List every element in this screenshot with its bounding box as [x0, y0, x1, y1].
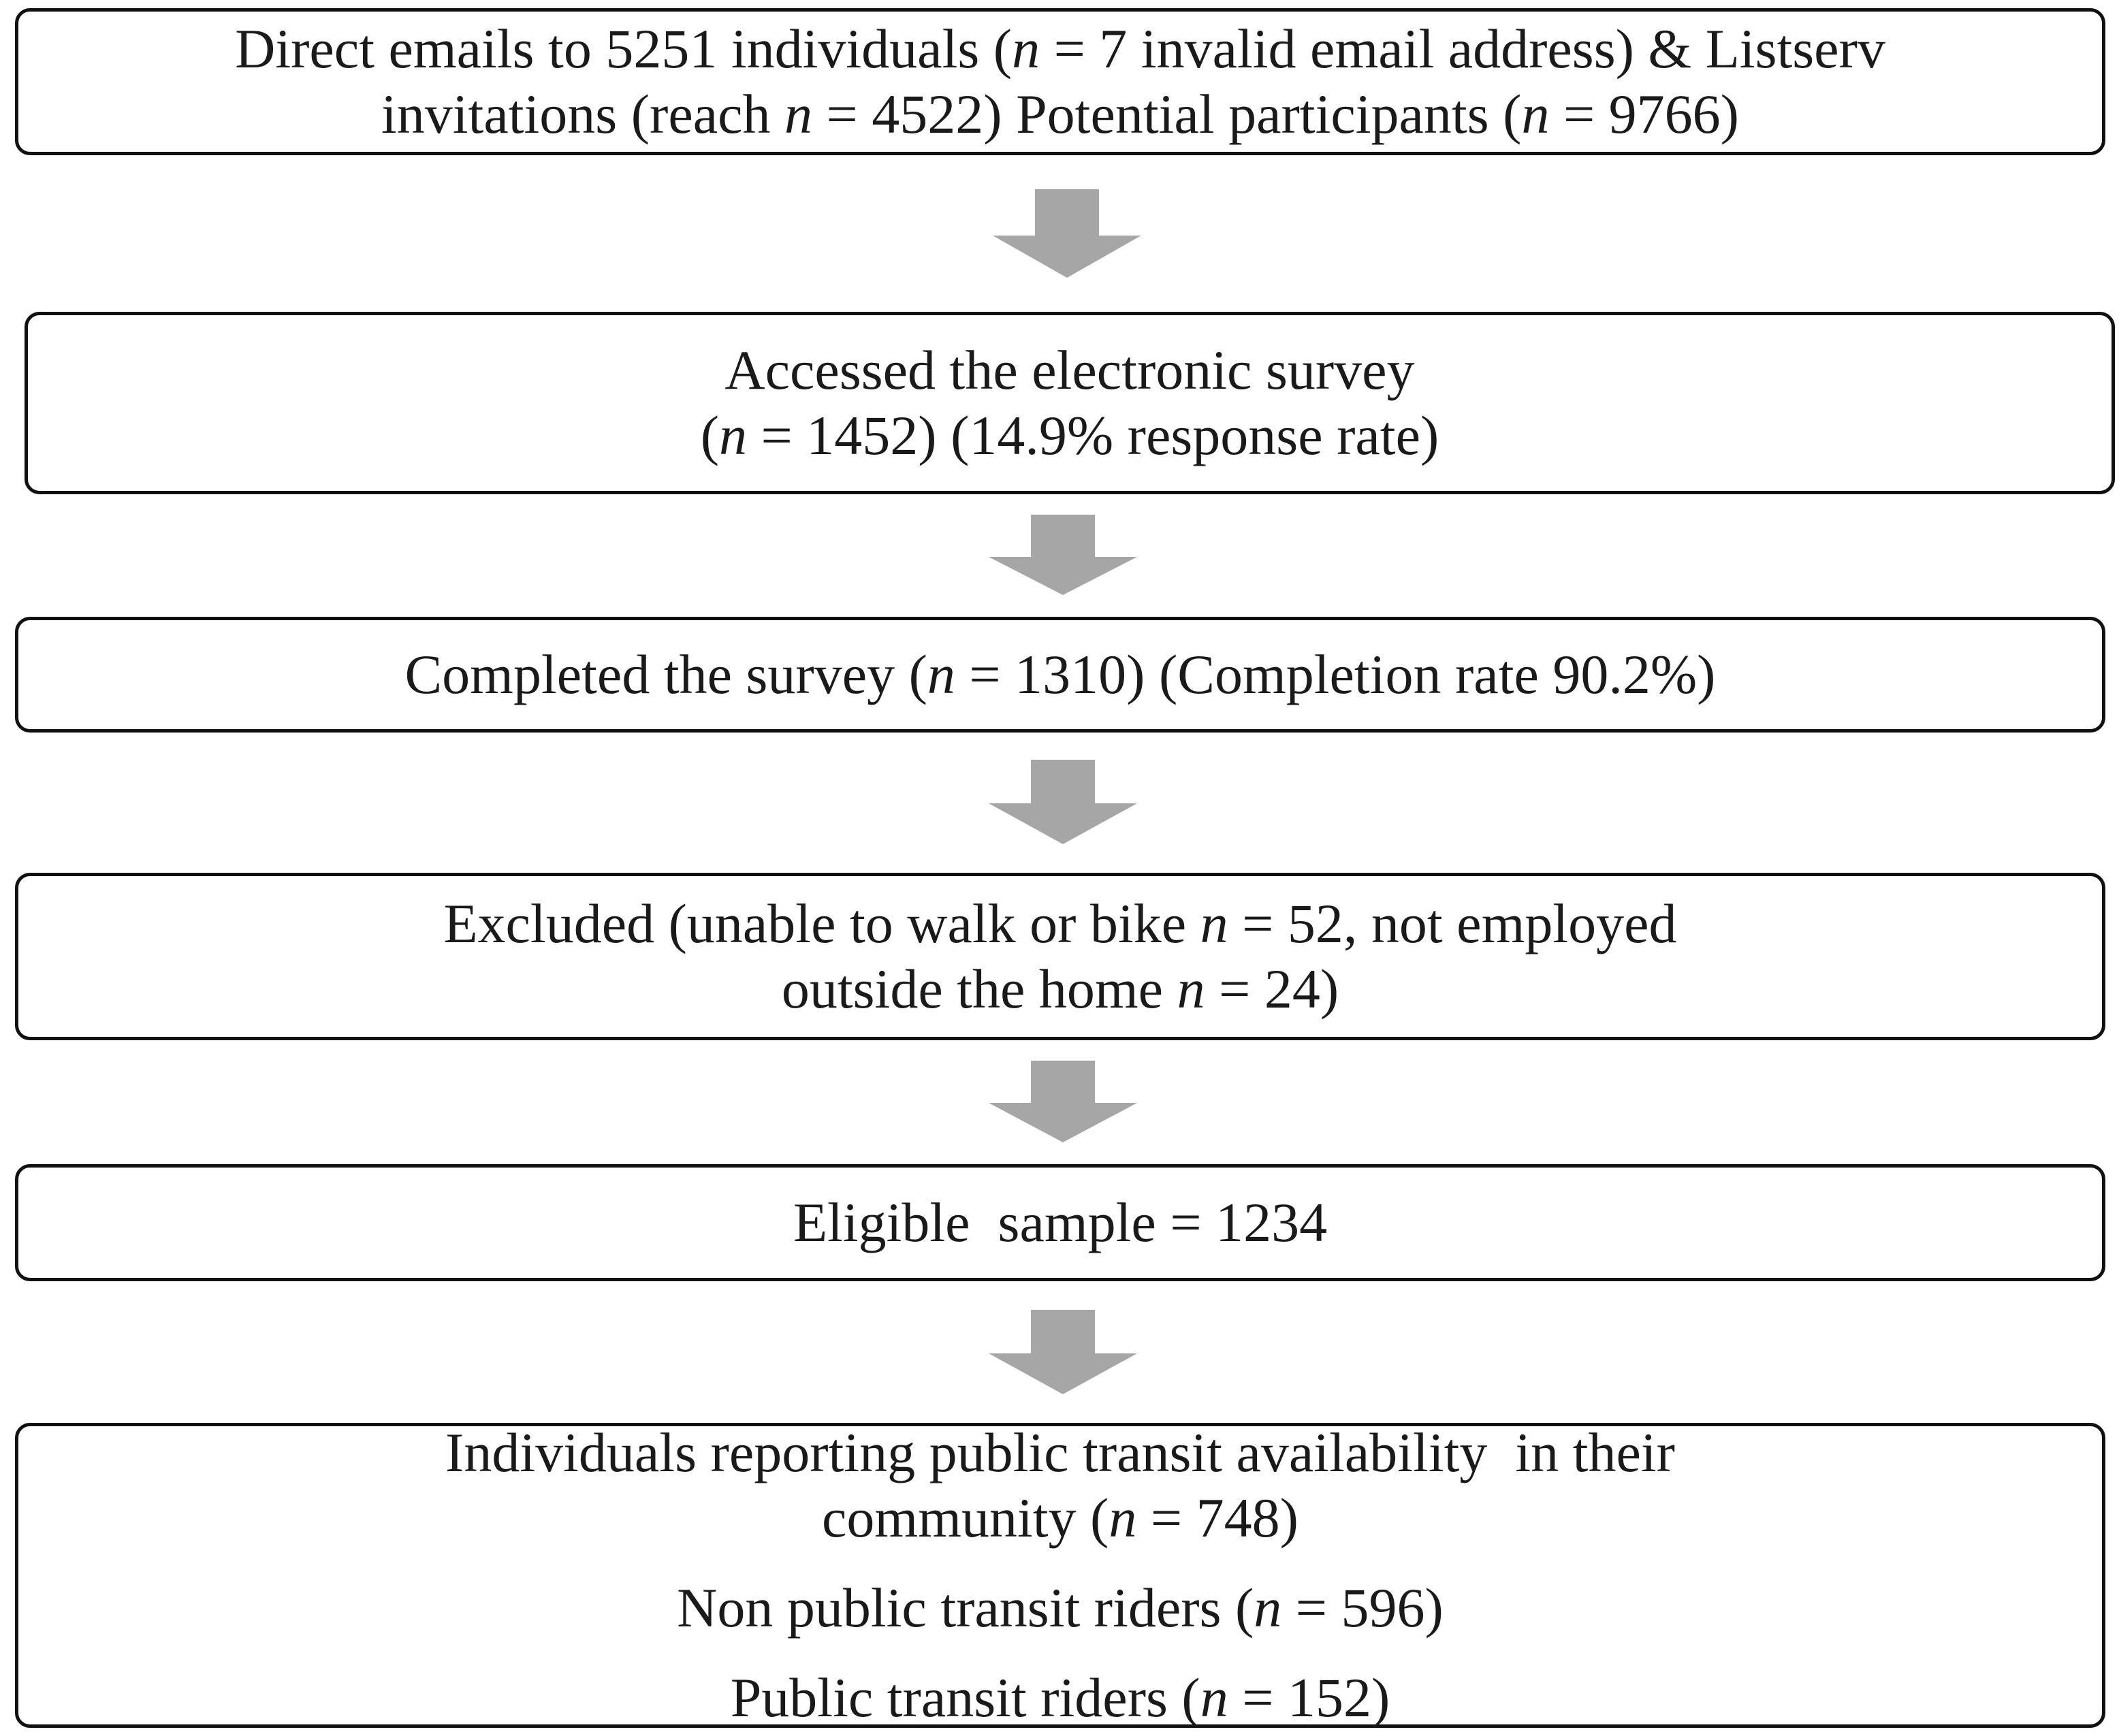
recruitment-line-2: invitations (reach n = 4522) Potential participants (n = 9766) [381, 83, 1739, 145]
box-recruitment [15, 8, 2105, 155]
box-accessed-survey [25, 312, 2115, 494]
completed-line: Completed the survey (n = 1310) (Completion rate 90.2%) [404, 643, 1716, 705]
non-riders-line: Non public transit riders (n = 596) [677, 1577, 1444, 1639]
box-excluded [15, 873, 2105, 1040]
eligible-line: Eligible sample = 1234 [793, 1191, 1328, 1253]
transit-availability-group [445, 1420, 1675, 1551]
accessed-line-1: Accessed the electronic survey [724, 339, 1415, 401]
box-transit-availability [15, 1423, 2105, 1728]
excluded-line-1: Excluded (unable to walk or bike n = 52, not employed [443, 893, 1677, 954]
down-arrow-icon [989, 189, 1145, 278]
down-arrow-icon [985, 1310, 1141, 1394]
flow-arrow-1 [989, 189, 1145, 278]
down-arrow-icon [985, 760, 1141, 844]
flow-arrow-2 [985, 515, 1141, 595]
flow-arrow-3 [985, 760, 1141, 844]
riders-line: Public transit riders (n = 152) [730, 1667, 1390, 1729]
transit-line-2: community (n = 748) [822, 1487, 1299, 1549]
box-eligible-sample [15, 1164, 2105, 1281]
excluded-line-2: outside the home n = 24) [781, 958, 1339, 1020]
accessed-line-2: (n = 1452) (14.9% response rate) [700, 404, 1439, 466]
recruitment-line-1: Direct emails to 5251 individuals (n = 7 invalid email address) & Listserv [235, 18, 1885, 80]
flow-arrow-4 [985, 1061, 1141, 1142]
down-arrow-icon [985, 1061, 1141, 1142]
box-completed-survey [15, 617, 2105, 733]
transit-line-1: Individuals reporting public transit availability in their [445, 1421, 1675, 1483]
flow-arrow-5 [985, 1310, 1141, 1394]
down-arrow-icon [985, 515, 1141, 595]
